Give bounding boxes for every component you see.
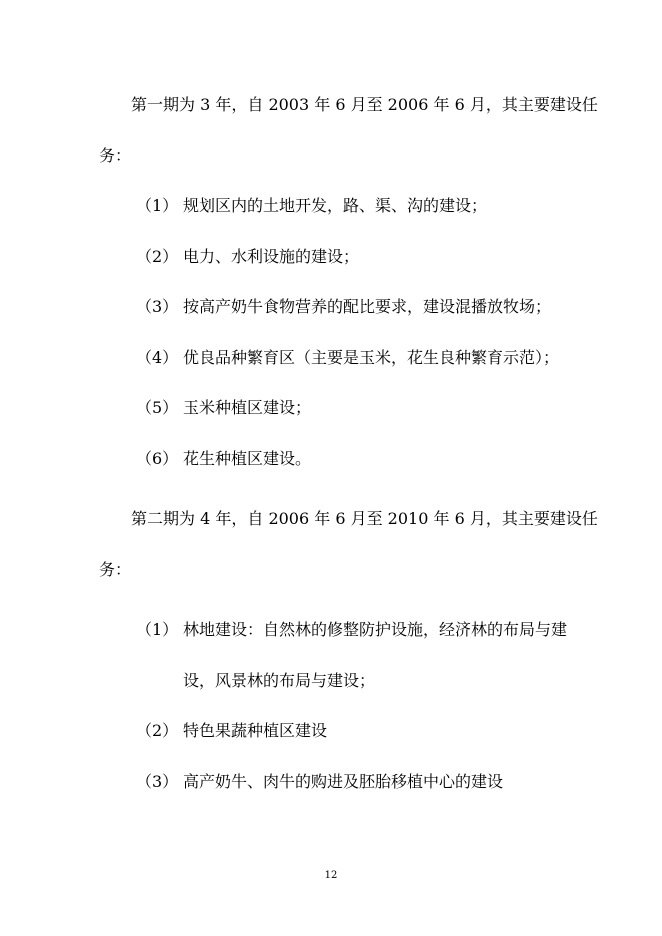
phase1-item-2-number: （2） bbox=[136, 247, 179, 266]
phase1-item-3-text: 按高产奶牛食物营养的配比要求，建设混播放牧场； bbox=[183, 297, 552, 316]
phase1-item-1-text: 规划区内的土地开发，路、渠、沟的建设； bbox=[183, 196, 488, 215]
phase2-item-3-text: 高产奶牛、肉牛的购进及胚胎移植中心的建设 bbox=[183, 772, 504, 791]
phase2-intro-line2: 务： bbox=[99, 560, 132, 579]
phase1-item-6-number: （6） bbox=[136, 449, 179, 468]
phase1-intro-line2: 务： bbox=[99, 146, 132, 165]
phase2-item-3-number: （3） bbox=[136, 772, 179, 791]
phase1-item-6-text: 花生种植区建设。 bbox=[183, 449, 312, 468]
phase1-item-3-number: （3） bbox=[136, 297, 179, 316]
phase1-item-5-text: 玉米种植区建设； bbox=[183, 398, 312, 417]
phase2-item-1-text: 林地建设：自然林的修整防护设施，经济林的布局与建 bbox=[183, 620, 568, 639]
phase1-item-1-number: （1） bbox=[136, 196, 179, 215]
phase2-intro-line1: 第二期为 4 年，自 2006 年 6 月至 2010 年 6 月，其主要建设任 bbox=[131, 509, 598, 528]
page-number: 12 bbox=[324, 870, 338, 881]
phase2-item-2-number: （2） bbox=[136, 721, 179, 740]
phase2-item-1-number: （1） bbox=[136, 620, 179, 639]
phase2-item-1-text-continued: 设，风景林的布局与建设； bbox=[183, 671, 376, 690]
phase1-item-4-number: （4） bbox=[136, 348, 179, 367]
phase1-intro-line1: 第一期为 3 年，自 2003 年 6 月至 2006 年 6 月，其主要建设任 bbox=[131, 95, 598, 114]
phase2-item-2-text: 特色果蔬种植区建设 bbox=[183, 721, 328, 740]
phase1-item-4-text: 优良品种繁育区（主要是玉米，花生良种繁育示范）； bbox=[183, 348, 560, 367]
phase1-item-2-text: 电力、水利设施的建设； bbox=[183, 247, 360, 266]
phase1-item-5-number: （5） bbox=[136, 398, 179, 417]
